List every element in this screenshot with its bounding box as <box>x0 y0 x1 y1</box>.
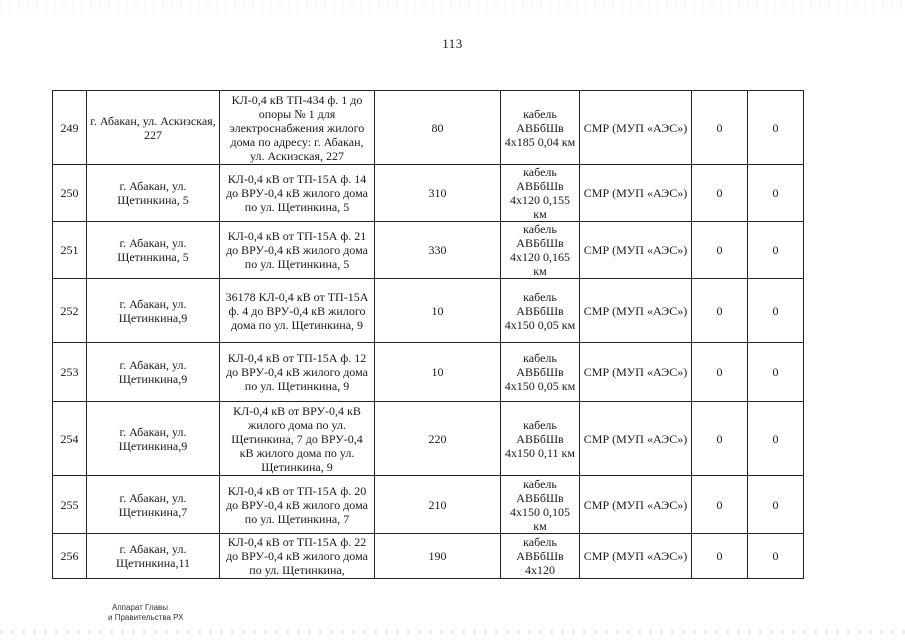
value-1-cell: 0 <box>692 476 748 534</box>
table-row <box>53 402 804 476</box>
cable-cell: кабель АВБбШв 4х120 0,165 км <box>501 222 580 279</box>
length-cell: 80 <box>375 91 501 165</box>
value-2-cell: 0 <box>748 402 804 476</box>
footer-stamp <box>108 603 184 623</box>
work-cell: СМР (МУП «АЭС») <box>580 222 692 279</box>
work-cell: СМР (МУП «АЭС») <box>580 165 692 222</box>
cable-lines-table <box>52 90 804 579</box>
scan-edge-top <box>0 0 905 10</box>
address-cell: г. Абакан, ул. Щетинкина,7 <box>87 476 220 534</box>
work-cell: СМР (МУП «АЭС») <box>580 476 692 534</box>
scan-edge-bottom <box>0 630 905 634</box>
description-cell <box>220 534 375 579</box>
page-number: 113 <box>442 36 463 51</box>
length-cell: 10 <box>375 279 501 343</box>
value-1-cell: 0 <box>692 91 748 165</box>
row-number: 255 <box>53 476 87 534</box>
table-row <box>53 91 804 165</box>
work-cell: СМР (МУП «АЭС») <box>580 279 692 343</box>
description-cell: КЛ-0,4 кВ ТП-434 ф. 1 до опоры № 1 для электроснабжения жилого дома по адресу: г. Абакан, ул. Аскизская, 227 <box>220 91 375 165</box>
length-cell: 10 <box>375 343 501 402</box>
description-cell: КЛ-0,4 кВ от ТП-15А ф. 12 до ВРУ-0,4 кВ жилого дома по ул. Щетинкина, 9 <box>220 343 375 402</box>
table-row <box>53 279 804 343</box>
length-cell: 210 <box>375 476 501 534</box>
value-1-cell: 0 <box>692 402 748 476</box>
description-cell: КЛ-0,4 кВ от ТП-15А ф. 21 до ВРУ-0,4 кВ жилого дома по ул. Щетинкина, 5 <box>220 222 375 279</box>
address-cell: г. Абакан, ул. Щетинкина, 5 <box>87 222 220 279</box>
table-row <box>53 343 804 402</box>
row-number: 249 <box>53 91 87 165</box>
footer-stamp-line-2: и Правительства РХ <box>108 613 184 622</box>
value-2-cell: 0 <box>748 279 804 343</box>
cable-cell: кабель АВБбШв 4х185 0,04 км <box>501 91 580 165</box>
value-1-cell: 0 <box>692 222 748 279</box>
value-1-cell: 0 <box>692 343 748 402</box>
row-number: 252 <box>53 279 87 343</box>
row-number: 254 <box>53 402 87 476</box>
cable-cell <box>501 534 580 579</box>
value-2-cell: 0 <box>748 165 804 222</box>
length-cell: 310 <box>375 165 501 222</box>
address-cell: г. Абакан, ул. Щетинкина,9 <box>87 279 220 343</box>
cable-cell: кабель АВБбШв 4х150 0,11 км <box>501 402 580 476</box>
address-cell: г. Абакан, ул. Аскизская, 227 <box>87 91 220 165</box>
value-1-cell: 0 <box>692 279 748 343</box>
cable-cell: кабель АВБбШв 4х150 0,105 км <box>501 476 580 534</box>
value-1-cell: 0 <box>692 534 748 579</box>
address-cell: г. Абакан, ул. Щетинкина,9 <box>87 402 220 476</box>
address-cell: г. Абакан, ул. Щетинкина, 5 <box>87 165 220 222</box>
work-cell: СМР (МУП «АЭС») <box>580 343 692 402</box>
address-cell: г. Абакан, ул. Щетинкина,9 <box>87 343 220 402</box>
work-cell: СМР (МУП «АЭС») <box>580 402 692 476</box>
value-2-cell: 0 <box>748 222 804 279</box>
address-cell: г. Абакан, ул. Щетинкина,11 <box>87 534 220 579</box>
value-2-cell: 0 <box>748 534 804 579</box>
value-2-cell: 0 <box>748 343 804 402</box>
footer-stamp-line-1: Аппарат Главы <box>112 603 169 612</box>
table-row <box>53 534 804 579</box>
table-row <box>53 476 804 534</box>
table-row <box>53 165 804 222</box>
row-number: 250 <box>53 165 87 222</box>
value-2-cell: 0 <box>748 91 804 165</box>
row-number: 253 <box>53 343 87 402</box>
description-cell: 36178 КЛ-0,4 кВ от ТП-15А ф. 4 до ВРУ-0,4 кВ жилого дома по ул. Щетинкина, 9 <box>220 279 375 343</box>
cable-cell: кабель АВБбШв 4х120 0,155 км <box>501 165 580 222</box>
length-cell: 220 <box>375 402 501 476</box>
length-cell: 330 <box>375 222 501 279</box>
value-2-cell: 0 <box>748 476 804 534</box>
cable-text: кабель АВБбШв 4х120 <box>516 535 564 577</box>
work-cell: СМР (МУП «АЭС») <box>580 91 692 165</box>
work-cell: СМР (МУП «АЭС») <box>580 534 692 579</box>
description-cell: КЛ-0,4 кВ от ТП-15А ф. 14 до ВРУ-0,4 кВ жилого дома по ул. Щетинкина, 5 <box>220 165 375 222</box>
row-number: 256 <box>53 534 87 579</box>
value-1-cell: 0 <box>692 165 748 222</box>
table-row <box>53 222 804 279</box>
description-cell: КЛ-0,4 кВ от ВРУ-0,4 кВ жилого дома по ул. Щетинкина, 7 до ВРУ-0,4 кВ жилого дома по ул. Щетинкина, 9 <box>220 402 375 476</box>
length-cell: 190 <box>375 534 501 579</box>
description-text: КЛ-0,4 кВ от ТП-15А ф. 22 до ВРУ-0,4 кВ жилого дома по ул. Щетинкина, <box>226 535 368 577</box>
cable-cell: кабель АВБбШв 4х150 0,05 км <box>501 343 580 402</box>
description-cell: КЛ-0,4 кВ от ТП-15А ф. 20 до ВРУ-0,4 кВ жилого дома по ул. Щетинкина, 7 <box>220 476 375 534</box>
cable-cell: кабель АВБбШв 4х150 0,05 км <box>501 279 580 343</box>
row-number: 251 <box>53 222 87 279</box>
